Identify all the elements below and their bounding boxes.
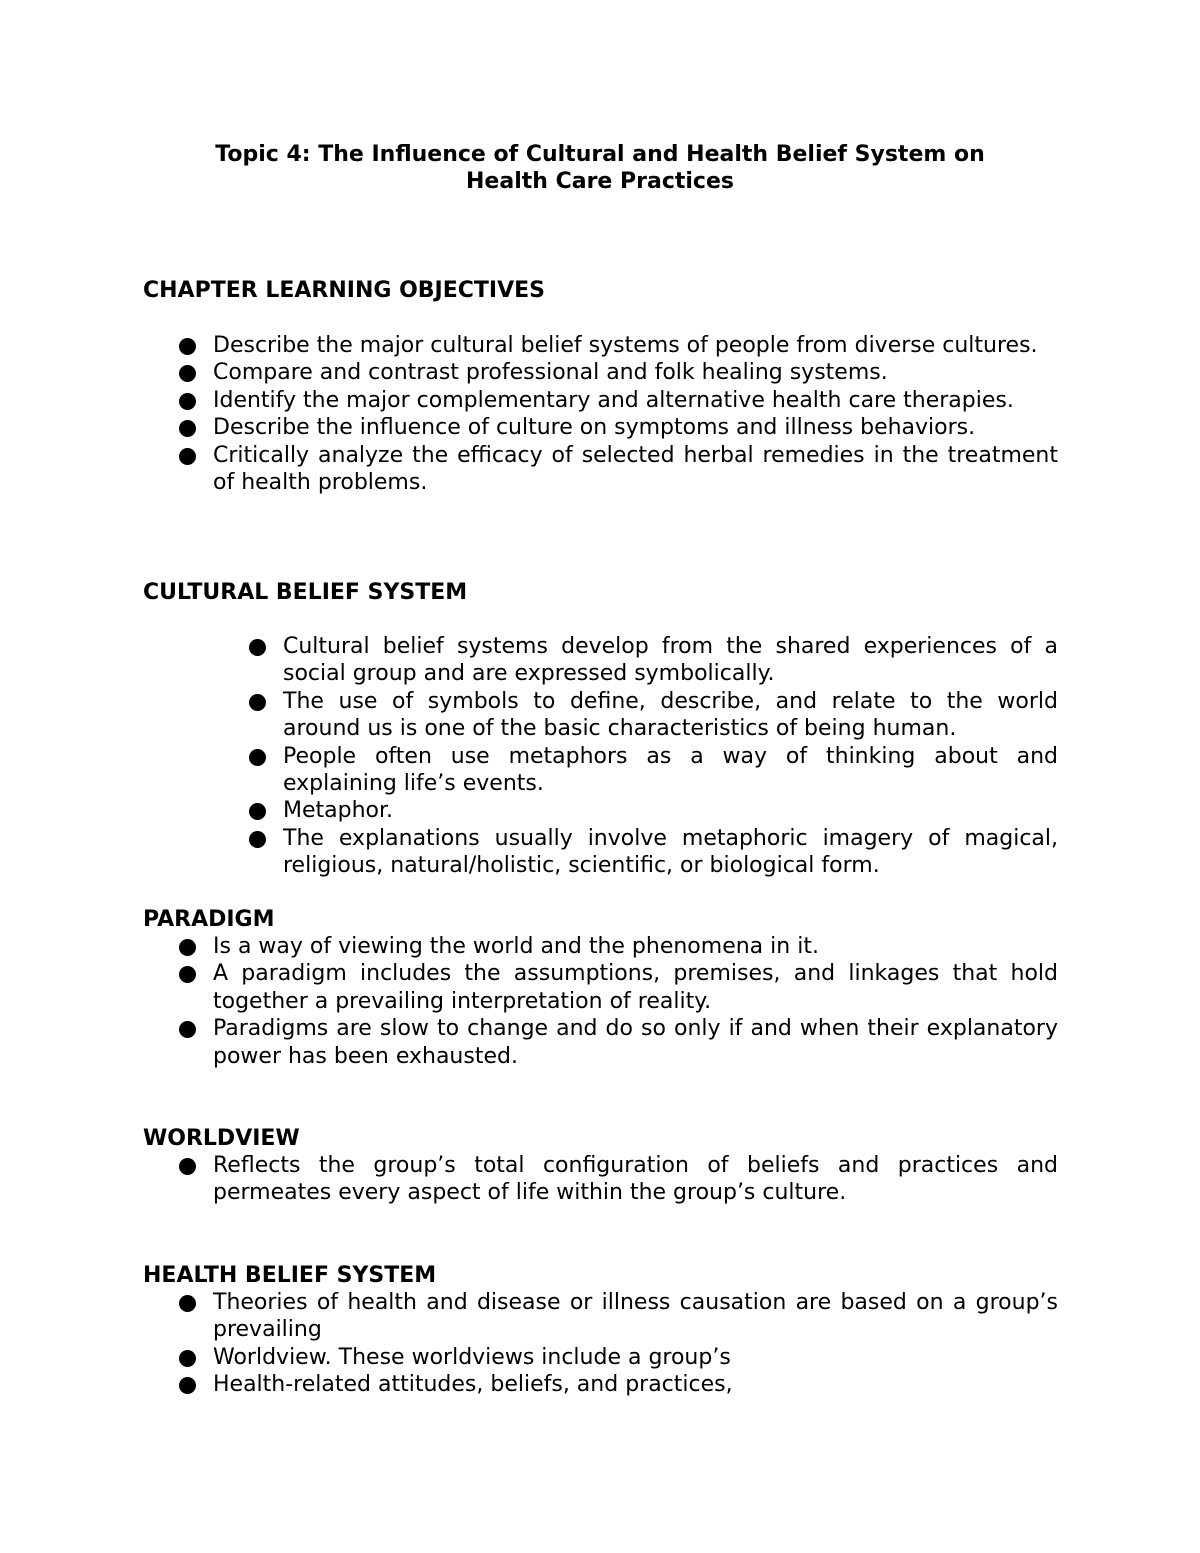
bullet-icon xyxy=(249,803,266,820)
list-item: Describe the influence of culture on symptoms and illness behaviors. xyxy=(213,414,1058,441)
list-item: Critically analyze the efficacy of selected herbal remedies in the treatment of health problems. xyxy=(213,442,1058,497)
document-title xyxy=(150,141,1050,195)
list-item: Metaphor. xyxy=(283,797,1058,824)
cultural-belief-list xyxy=(283,633,1058,880)
list-item: Is a way of viewing the world and the phenomena in it. xyxy=(213,933,1058,960)
bullet-icon xyxy=(179,365,196,382)
section-heading-paradigm: PARADIGM xyxy=(143,907,275,932)
list-item: Reflects the group’s total configuration of beliefs and practices and permeates every aspect of life within the group’s culture. xyxy=(213,1152,1058,1207)
list-item: Worldview. These worldviews include a group’s xyxy=(213,1344,1058,1371)
section-heading-health-belief-system: HEALTH BELIEF SYSTEM xyxy=(143,1263,437,1288)
title-line-1: Topic 4: The Influence of Cultural and Health Belief System on xyxy=(215,142,985,167)
list-item: Paradigms are slow to change and do so only if and when their explanatory power has been exhausted. xyxy=(213,1015,1058,1070)
list-item: A paradigm includes the assumptions, premises, and linkages that hold together a prevailing interpretation of reality. xyxy=(213,960,1058,1015)
title-line-2: Health Care Practices xyxy=(466,169,734,194)
bullet-icon xyxy=(179,448,196,465)
section-heading-objectives: CHAPTER LEARNING OBJECTIVES xyxy=(143,278,546,303)
list-item: The use of symbols to define, describe, and relate to the world around us is one of the basic characteristics of being human. xyxy=(283,688,1058,743)
list-item: Health-related attitudes, beliefs, and practices, xyxy=(213,1371,1058,1398)
section-heading-worldview: WORLDVIEW xyxy=(143,1126,300,1151)
bullet-icon xyxy=(179,939,196,956)
list-item: Describe the major cultural belief systems of people from diverse cultures. xyxy=(213,332,1058,359)
list-item: People often use metaphors as a way of thinking about and explaining life’s events. xyxy=(283,743,1058,798)
list-item: The explanations usually involve metaphoric imagery of magical, religious, natural/holistic, scientific, or biological form. xyxy=(283,825,1058,880)
list-item: Cultural belief systems develop from the shared experiences of a social group and are expressed symbolically. xyxy=(283,633,1058,688)
section-heading-cultural-belief-system: CULTURAL BELIEF SYSTEM xyxy=(143,580,468,605)
bullet-icon xyxy=(179,338,196,355)
bullet-icon xyxy=(179,1377,196,1394)
list-item: Identify the major complementary and alternative health care therapies. xyxy=(213,387,1058,414)
bullet-icon xyxy=(179,393,196,410)
list-item: Compare and contrast professional and folk healing systems. xyxy=(213,359,1058,386)
bullet-icon xyxy=(249,639,266,656)
objectives-list xyxy=(213,332,1058,496)
bullet-icon xyxy=(249,749,266,766)
bullet-icon xyxy=(179,420,196,437)
worldview-list xyxy=(213,1152,1058,1207)
bullet-icon xyxy=(249,831,266,848)
bullet-icon xyxy=(179,966,196,983)
bullet-icon xyxy=(179,1295,196,1312)
bullet-icon xyxy=(179,1158,196,1175)
bullet-icon xyxy=(249,694,266,711)
bullet-icon xyxy=(179,1350,196,1367)
list-item: Theories of health and disease or illness causation are based on a group’s prevailing xyxy=(213,1289,1058,1344)
paradigm-list xyxy=(213,933,1058,1070)
bullet-icon xyxy=(179,1021,196,1038)
health-belief-list xyxy=(213,1289,1058,1399)
